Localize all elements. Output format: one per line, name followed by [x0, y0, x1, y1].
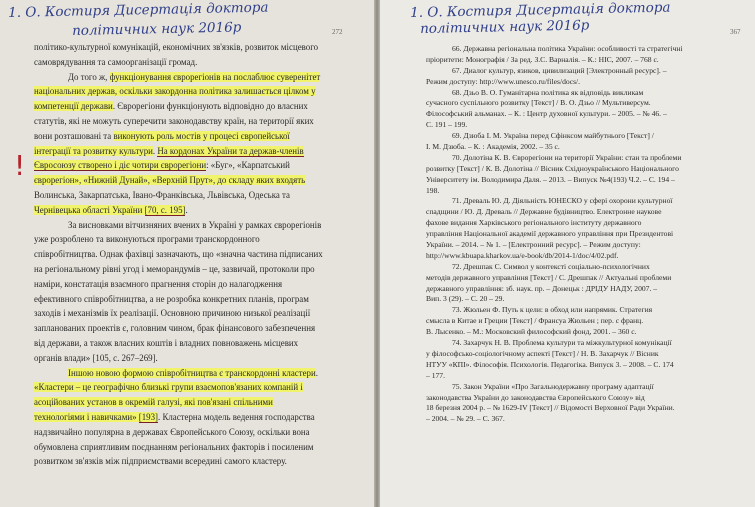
- bibliography-line: управління Національної академії державного управління при Президентові: [426, 229, 674, 239]
- text-line: [34, 129, 354, 144]
- bibliography-line: сучасного суспільного розвитку [Текст] / В. О. Дзьо // Мультиверсум.: [426, 98, 651, 108]
- handwritten-header-line-1: 1. О. Костиря Дисертація доктора: [409, 0, 671, 21]
- text-line: [34, 366, 354, 381]
- text-line: [34, 203, 354, 218]
- text-line: [34, 395, 354, 410]
- highlighted-text: «Кластери – це географічно близькі групи взаємопов'язаних компаній і: [34, 382, 303, 393]
- highlighted-text: компетенції держави: [34, 101, 113, 112]
- bibliography-line: державного управління: зб. наук. пр. – Донецьк : ДРІДУ НАДУ, 2007. –: [426, 283, 658, 293]
- bibliography-line: Університету ім. Володимира Даля. – 2013. – Випуск №4(193) Ч.2. – С. 194 –: [426, 174, 675, 184]
- bibliography-line: розвитку [Текст] / К. В. Долотіна // Вісник Східноукраїнського Національного: [426, 163, 679, 173]
- text-line: [34, 99, 354, 114]
- text-segment: До того ж,: [68, 71, 110, 82]
- bibliography-entry: 66. Державна регіональна політика України: особливості та стратегічні: [452, 44, 683, 53]
- bibliography-line: В. Лысенко. – М.: Московский философский фонд, 2001. – 360 с.: [426, 327, 637, 337]
- page-number: 272: [332, 28, 343, 36]
- bibliography-line: законодавства України до законодавства Європейського Союзу» від: [426, 392, 645, 402]
- text-segment: вони розташовані та: [34, 130, 114, 141]
- bibliography-entry: 71. Древаль Ю. Д. Діяльність ЮНЕСКО у сфері охорони культурної: [452, 196, 673, 206]
- text-line: [34, 144, 354, 159]
- highlighted-text: єврорегіон»: [34, 175, 79, 186]
- bibliography-line: пріоритети: Монографія / За ред. З.С. Варналія. – К.: НІС, 2007. – 768 с.: [426, 54, 659, 64]
- text-segment: самоврядування та самоорганізації громад.: [34, 56, 198, 67]
- left-page: [0, 0, 374, 507]
- text-segment: політико-культурної комунікацій, економічних зв'язків, розвиток місцевого: [34, 42, 319, 52]
- highlighted-text: Іншою новою формою співробітництва є транскордонні кластери: [68, 367, 316, 378]
- text-segment: уже розроблено та виконуються програми транскордонного: [34, 234, 260, 245]
- bibliography-line: НТУУ «КПІ». Філософія. Психологія. Педагогіка. Випуск 3. – 2008. – С. 174: [426, 359, 674, 369]
- bibliography-line: І. М. Дзюба. – К. : Академія, 2002. – 35 с.: [426, 142, 560, 152]
- handwritten-header-line-1: 1. О. Костиря Дисертація доктора: [7, 0, 269, 21]
- bibliography-entry: 74. Захарчук Н. В. Проблема культури та міжкультурної комунікації: [452, 338, 672, 348]
- bibliography-line: у філософсько-соціологічному аспекті [Текст] / Н. В. Захарчук // Вісник: [426, 348, 659, 358]
- text-line: [34, 262, 354, 277]
- bibliography-line: http://www.kbuapa.kharkov.ua/e-book/db/2014-1/doc/4/02.pdf.: [426, 250, 619, 260]
- text-line: [34, 410, 354, 425]
- text-segment: За висновками вітчизняних вчених в Україні у рамках єврорегіонів: [68, 219, 322, 230]
- text-segment: на регіональному рівні угод і меморандумів – це, зазвичай, протоколи про: [34, 263, 315, 274]
- text-line: [34, 277, 354, 292]
- text-segment: статутів, які не можуть суперечити законодавству країн, на території яких: [34, 115, 314, 126]
- text-segment: . Єврорегіони функціонують відповідно до власних: [112, 101, 308, 112]
- text-line: [34, 247, 354, 262]
- text-line: [34, 55, 354, 70]
- right-bibliography: [426, 44, 744, 425]
- highlighted-text: виконують роль мостів у процесі європейської: [113, 130, 290, 141]
- bibliography-entry: 75. Закон України «Про Загальнодержавну програму адаптації: [452, 381, 654, 391]
- highlighted-text: інтеграції та розвитку культури: [34, 145, 153, 156]
- bibliography-line: смысла в Китае и Греции [Текст] / Франсуа Жюльен ; пер. с франц.: [426, 316, 644, 326]
- bibliography-entry: 72. Дрешпак С. Символ у контексті соціально-психологічних: [452, 261, 650, 271]
- text-line: [34, 173, 354, 188]
- text-segment: запланованих проектів є, головним чином, брак фінансового забезпечення: [34, 323, 316, 334]
- bibliography-entry: 70. Долотіна К. В. Єврорегіони на території України: стан та проблеми: [452, 152, 682, 162]
- bibliography-line: – 2004. – № 29. – С. 367.: [426, 414, 505, 424]
- text-line: [34, 232, 354, 247]
- handwritten-header-line-2: політичних наук 2016р: [419, 17, 590, 37]
- text-line: [34, 440, 354, 455]
- bibliography-line: 18 березня 2004 р. – № 1629-IV [Текст] // Відомості Верховної Ради України.: [426, 403, 675, 413]
- bibliography-line: 198.: [426, 185, 440, 195]
- text-segment: органів влади» [105, с. 267–269].: [34, 352, 158, 363]
- text-line: [34, 292, 354, 307]
- margin-exclamation-mark: !: [14, 149, 26, 182]
- highlighted-text: [193]: [138, 411, 158, 422]
- text-line: [34, 84, 354, 99]
- text-line: [34, 306, 354, 321]
- text-segment: співробітництва. Однак фахівці зазначають, що «значна частина підписаних: [34, 249, 323, 260]
- highlighted-text: Чернівецька області України: [34, 204, 145, 215]
- text-line: [34, 218, 354, 233]
- page-number: 367: [730, 28, 741, 36]
- text-segment: від держави, а також власних коштів і владних повноважень місцевих: [34, 337, 299, 348]
- bibliography-entry: 69. Дзюба І. М. Україна перед Сфінксом майбутнього [Текст] /: [452, 131, 654, 141]
- text-line: [34, 70, 354, 85]
- text-segment: .: [315, 367, 318, 378]
- text-line: [34, 380, 354, 395]
- handwritten-header-line-2: політичних наук 2016р: [71, 19, 242, 39]
- highlighted-text: , «Нижній Дунай», «Верхній Прут», до складу яких входять: [78, 175, 306, 186]
- text-segment: Волинська, Закарпатська, Івано-Франківська, Львівська, Одеська та: [34, 189, 290, 200]
- text-segment: : «Буг», «Карпатський: [206, 160, 290, 171]
- text-line: [34, 40, 354, 55]
- highlighted-text: Євросоюзу створено і діє чотири єврорегіони: [34, 160, 207, 171]
- highlighted-text: функціонування єврорегіонів на послаблює суверенітет: [109, 71, 321, 82]
- highlighted-text: На кордонах України та держав-членів: [157, 145, 304, 156]
- bibliography-line: спадщини / Ю. Д. Древаль // Державне будівництво. Електронне наукове: [426, 207, 662, 217]
- highlighted-text: технологіями і навичками»: [34, 411, 139, 422]
- right-page: [380, 0, 755, 507]
- text-segment: наміри, констатація взаємного прагнення сторін до налагодження: [34, 278, 283, 289]
- text-line: [34, 454, 354, 469]
- highlighted-text: , оскільки закордонна політика залишається цілком у: [114, 86, 316, 97]
- highlighted-text: асоційованих установ в окремій галузі, які пов'язані спільними: [34, 397, 273, 408]
- text-segment: .: [152, 145, 158, 156]
- text-segment: заходів і механізмів їх реалізації. Основною причиною низької реалізації: [34, 308, 311, 319]
- text-segment: .: [185, 204, 188, 215]
- text-line: [34, 321, 354, 336]
- text-line: [34, 351, 354, 366]
- bibliography-line: Вип. 3 (29). – С. 20 – 29.: [426, 294, 505, 304]
- bibliography-line: Режим доступу: http://www.unesco.ru/files/docs/.: [426, 76, 581, 86]
- left-body-text: [34, 40, 354, 469]
- bibliography-line: С. 191 – 199.: [426, 120, 468, 130]
- bibliography-line: Філософський альманах. – К. : Центр духовної культури. – 2005. – № 46. –: [426, 109, 667, 119]
- text-line: [34, 188, 354, 203]
- highlighted-text: [70, с. 195]: [144, 204, 186, 215]
- bibliography-line: – 177.: [426, 370, 445, 380]
- bibliography-entry: 68. Дзьо В. О. Гуманітарна політика як відповідь викликам: [452, 87, 644, 97]
- text-line: [34, 336, 354, 351]
- bibliography-entry: 67. Диалог культур, язиков, цивилизаций [Электронный ресурс]. –: [452, 65, 667, 75]
- bibliography-line: методів державного управління [Текст] / С. Дрешпак // Актуальні проблеми: [426, 272, 672, 282]
- text-line: [34, 425, 354, 440]
- bibliography-line: фахове видання Харківського регіонального інституту державного: [426, 218, 642, 228]
- text-segment: розвитком зв'язків між підприємствами всередині самого кластеру.: [34, 456, 287, 467]
- highlighted-text: національних держав: [34, 86, 115, 97]
- text-line: [34, 158, 354, 173]
- bibliography-entry: 73. Жюльен Ф. Путь к цели: в обход или напрямик. Стратегия: [452, 305, 653, 315]
- text-segment: ефективного співробітництва, а не розробка конкретних планів, програм: [34, 293, 309, 304]
- bibliography-line: України. – 2014. – № 1. – [Електронний ресурс]. – Режим доступу:: [426, 240, 641, 250]
- text-segment: обумовлена сприятливим поєднанням регіональних факторів і посиленим: [34, 441, 314, 452]
- text-line: [34, 114, 354, 129]
- text-segment: надзвичайно популярна в державах Європейського Союзу, оскільки вона: [34, 426, 310, 437]
- text-segment: . Кластерна модель ведення господарства: [158, 411, 315, 422]
